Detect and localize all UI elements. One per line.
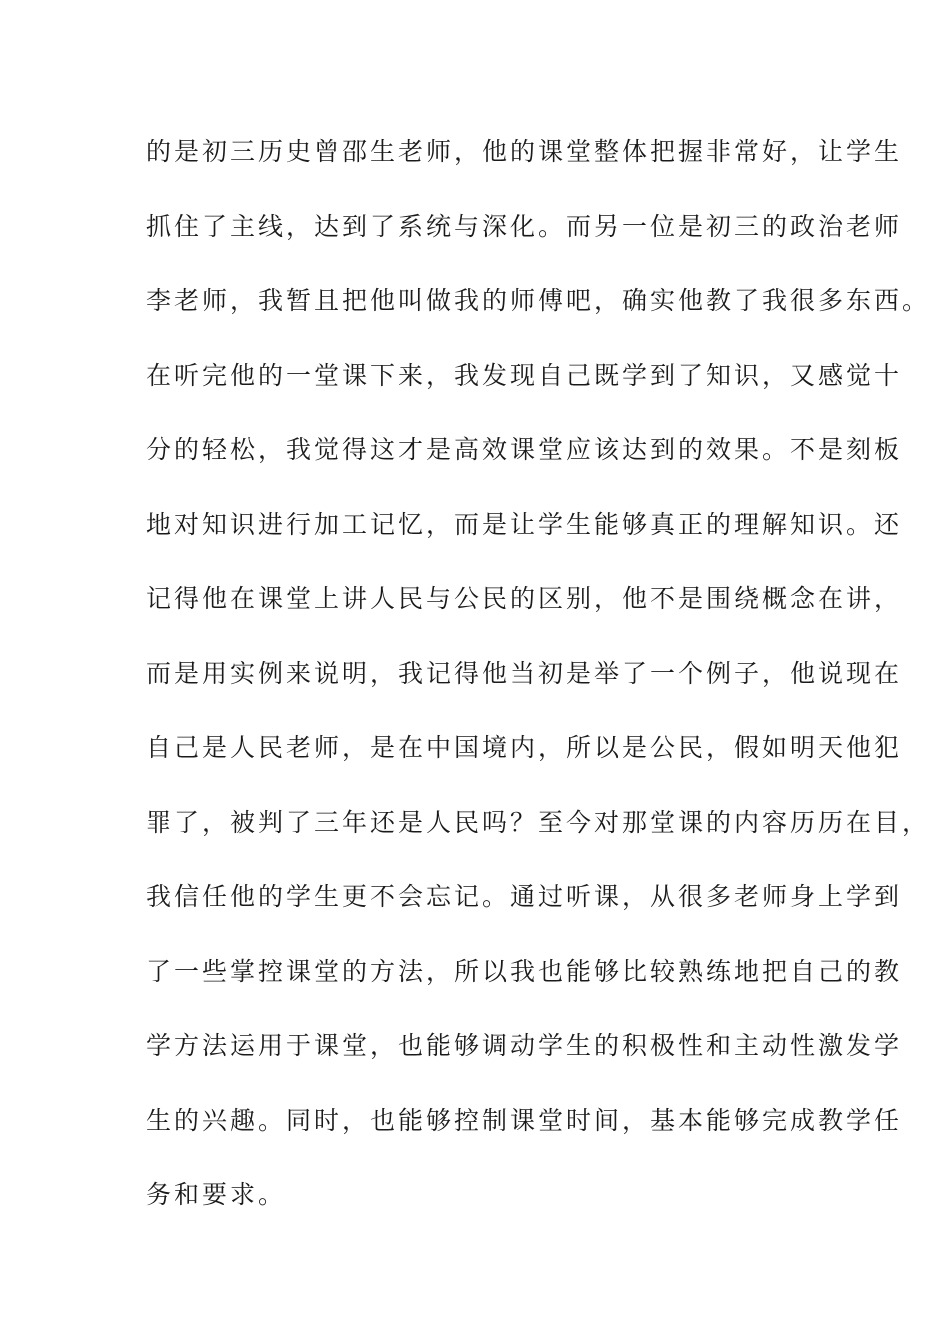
- text-line: 李老师，我暂且把他叫做我的师傅吧，确实他教了我很多东西。: [146, 286, 931, 315]
- text-line: 的是初三历史曾邵生老师，他的课堂整体把握非常好，让学生: [146, 137, 903, 166]
- text-line: 罪了，被判了三年还是人民吗？至今对那堂课的内容历历在目，: [146, 807, 931, 837]
- text-line: 了一些掌控课堂的方法，所以我也能够比较熟练地把自己的教: [146, 956, 903, 986]
- text-line: 在听完他的一堂课下来，我发现自己既学到了知识，又感觉十: [146, 360, 903, 390]
- text-line: 分的轻松，我觉得这才是高效课堂应该达到的效果。不是刻板: [146, 435, 903, 464]
- text-line: 生的兴趣。同时，也能够控制课堂时间，基本能够完成教学任: [146, 1105, 903, 1135]
- text-line: 务和要求。: [146, 1180, 287, 1209]
- text-line: 而是用实例来说明，我记得他当初是举了一个例子，他说现在: [146, 658, 903, 688]
- text-line: 地对知识进行加工记忆，而是让学生能够真正的理解知识。还: [146, 509, 903, 539]
- text-line: 记得他在课堂上讲人民与公民的区别，他不是围绕概念在讲，: [146, 584, 903, 613]
- text-line: 自己是人民老师，是在中国境内，所以是公民，假如明天他犯: [146, 733, 903, 762]
- text-line: 抓住了主线，达到了系统与深化。而另一位是初三的政治老师: [146, 211, 903, 241]
- text-line: 我信任他的学生更不会忘记。通过听课，从很多老师身上学到: [146, 882, 903, 911]
- text-line: 学方法运用于课堂，也能够调动学生的积极性和主动性激发学: [146, 1031, 903, 1060]
- body-text: [146, 132, 931, 1250]
